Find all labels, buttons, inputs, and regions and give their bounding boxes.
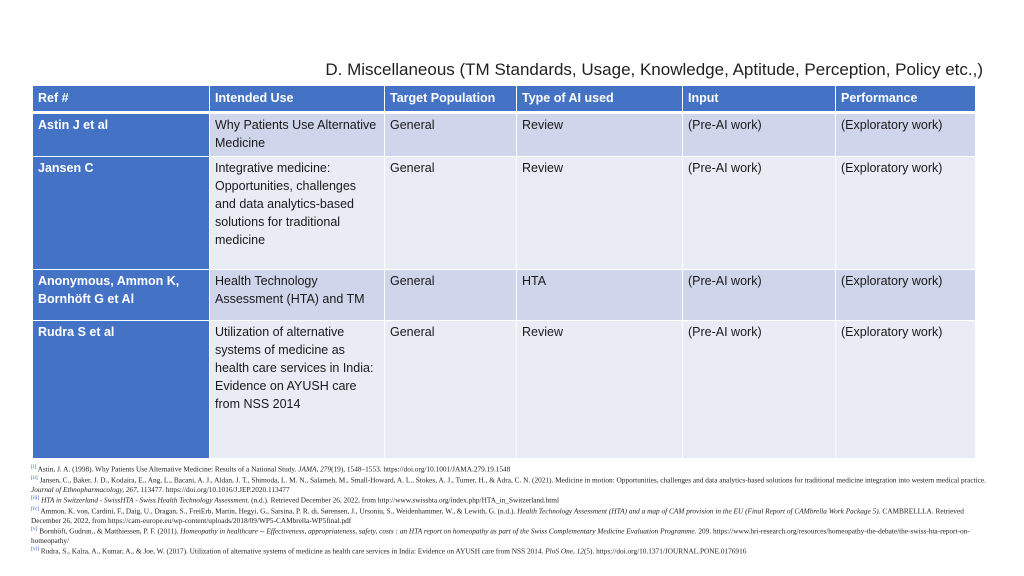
references-table bbox=[32, 85, 976, 459]
row-input: (Pre-AI work) bbox=[683, 157, 836, 270]
row-target-population: General bbox=[385, 113, 517, 157]
row-performance: (Exploratory work) bbox=[836, 113, 976, 157]
footnote-text: , 113477. https://doi.org/10.1016/J.JEP.2020.113477 bbox=[136, 484, 290, 494]
row-ref: Rudra S et al bbox=[33, 321, 210, 459]
row-ref: Anonymous, Ammon K, Bornhöft G et Al bbox=[33, 270, 210, 321]
row-performance: (Exploratory work) bbox=[836, 270, 976, 321]
row-intended-use: Why Patients Use Alternative Medicine bbox=[210, 113, 385, 157]
footnote-italic: Journal of Ethnopharmacology, 267 bbox=[31, 484, 137, 494]
row-intended-use: Utilization of alternative systems of medicine as health care services in India: Evidence on AYUSH care from NSS 2014 bbox=[210, 321, 385, 459]
header-ref: Ref # bbox=[33, 86, 210, 113]
footnote bbox=[31, 545, 991, 556]
footnote-text: Rudra, S., Kalra, A., Kumar, A., & Joe, W. (2017). Utilization of alternative systems of medicine as health care services in India: Evidence on AYUSH care from NSS 2014. bbox=[40, 546, 546, 556]
row-intended-use: Health Technology Assessment (HTA) and TM bbox=[210, 270, 385, 321]
footnote-text: Bornhöft, Gudrun., & Matthiessen, P. F. (2011). bbox=[39, 526, 181, 536]
footnote-marker[interactable]: [ii] bbox=[31, 474, 38, 481]
row-ai-type: HTA bbox=[517, 270, 683, 321]
row-target-population: General bbox=[385, 321, 517, 459]
footnote-italic: Health Technology Assessment (HTA) and a map of CAM provision in the EU (Final Report of CAMbrella Work Package 5). bbox=[517, 506, 881, 516]
footnote-marker[interactable]: [i] bbox=[31, 464, 37, 470]
table-row bbox=[33, 113, 976, 157]
footnote-marker[interactable]: [iv] bbox=[31, 505, 39, 512]
row-performance: (Exploratory work) bbox=[836, 321, 976, 459]
footnote-marker[interactable]: [vi] bbox=[31, 546, 39, 553]
footnote bbox=[31, 525, 991, 545]
footnote-italic: Homeopathy in healthcare -- Effectiveness, appropriateness, safety, costs : an HTA report on homeopathy as part of the Swiss Complementary Medicine Evaluation Programme. bbox=[180, 526, 697, 536]
row-ai-type: Review bbox=[517, 321, 683, 459]
header-intended-use: Intended Use bbox=[210, 86, 385, 113]
table-header-row bbox=[33, 86, 976, 113]
footnote-text: CAMBRELLLA. Retrieved December 26, 2022, from https://cam-europe.eu/wp-content/uploads/2018/09/WP5-CAMbrella-WP5final.pdf bbox=[31, 506, 964, 525]
footnote-text: (19), 1548–1553. https://doi.org/10.1001/JAMA.279.19.1548 bbox=[331, 464, 511, 474]
table-row bbox=[33, 270, 976, 321]
footnote-italic: PloS One, 12 bbox=[545, 546, 584, 556]
row-target-population: General bbox=[385, 157, 517, 270]
row-input: (Pre-AI work) bbox=[683, 113, 836, 157]
footnote-text: (n.d.). Retrieved December 26, 2022, from http://www.swisshta.org/index.php/HTA_in_Switzerland.html bbox=[249, 495, 560, 505]
footnote-marker[interactable]: [v] bbox=[31, 526, 38, 533]
table-row bbox=[33, 157, 976, 270]
footnote-text: Ammon, K. von, Cardini, F., Daig, U., Dragan, S., FreiErb, Martin, Hegyi, G., Sarsina, P. R. di, Sørensen, J., Ursoniu, S., Weidenhammer, W., & Lewith, G. (n.d.). bbox=[40, 506, 518, 516]
slide-title: D. Miscellaneous (TM Standards, Usage, Knowledge, Aptitude, Perception, Policy etc.,) bbox=[325, 60, 983, 79]
footnote bbox=[31, 463, 991, 474]
footnote-italic: HTA in Switzerland - SwissHTA - Swiss Health Technology Assessment. bbox=[41, 495, 250, 505]
row-performance: (Exploratory work) bbox=[836, 157, 976, 270]
row-ref: Astin J et al bbox=[33, 113, 210, 157]
footnote-text: Jansen, C., Baker, J. D., Kodaira, E., Ang, L., Bacani, A. J., Aldan, J. T., Shimoda, L. M. N., Salameh, M., Small-Howard, A. L., Stokes, A. J., Turner, H., & Adra, C. N. (2021). Medicine in motion: Opportunities, challenges and data analytics-based solutions for traditional medicine integration into western medical practice. bbox=[39, 475, 986, 485]
row-input: (Pre-AI work) bbox=[683, 321, 836, 459]
header-performance: Performance bbox=[836, 86, 976, 113]
footnote-text: (5). https://doi.org/10.1371/JOURNAL.PONE.0176916 bbox=[583, 546, 747, 556]
table-row bbox=[33, 321, 976, 459]
footnote bbox=[31, 494, 991, 505]
row-ai-type: Review bbox=[517, 113, 683, 157]
footnote bbox=[31, 505, 991, 525]
row-target-population: General bbox=[385, 270, 517, 321]
row-ai-type: Review bbox=[517, 157, 683, 270]
footnote-italic: JAMA, 279 bbox=[298, 464, 332, 474]
row-input: (Pre-AI work) bbox=[683, 270, 836, 321]
footnote bbox=[31, 474, 991, 494]
header-ai-type: Type of AI used bbox=[517, 86, 683, 113]
footnote-text: Astin, J. A. (1998). Why Patients Use Alternative Medicine: Results of a National Study. bbox=[37, 464, 299, 474]
row-intended-use: Integrative medicine: Opportunities, challenges and data analytics-based solutions for traditional medicine bbox=[210, 157, 385, 270]
header-input: Input bbox=[683, 86, 836, 113]
footnotes bbox=[31, 463, 991, 556]
footnote-text: 209. https://www.hri-research.org/resources/homeopathy-the-debate/the-swiss-hta-report-on-homeopathy/ bbox=[31, 526, 970, 545]
row-ref: Jansen C bbox=[33, 157, 210, 270]
footnote-marker[interactable]: [iii] bbox=[31, 495, 40, 502]
header-target-population: Target Population bbox=[385, 86, 517, 113]
